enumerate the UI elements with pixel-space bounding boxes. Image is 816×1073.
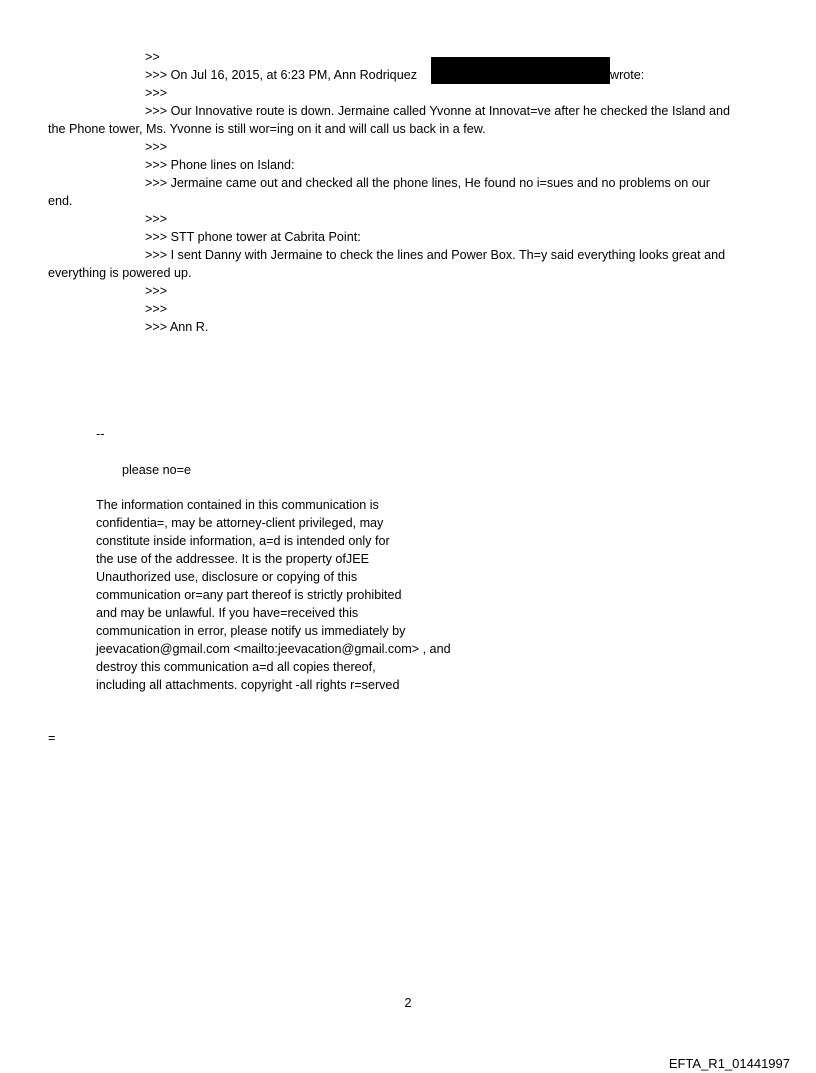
notice-line: the use of the addressee. It is the property ofJEE [96, 552, 370, 566]
quote-marker-line: >>> [145, 140, 168, 154]
confidentiality-notice [96, 496, 516, 694]
body-line: >>> Phone lines on Island: [145, 158, 295, 172]
body-line: everything is powered up. [48, 266, 192, 280]
quote-marker-line: >> [145, 50, 160, 64]
body-line: >>> I sent Danny with Jermaine to check the lines and Power Box. Th=y said everything looks great and [145, 248, 726, 262]
body-line: the Phone tower, Ms. Yvonne is still wor=ing on it and will call us back in a few. [48, 122, 486, 136]
body-line: end. [48, 194, 73, 208]
email-header-line: >>> On Jul 16, 2015, at 6:23 PM, Ann Rodriquez [145, 68, 417, 82]
quote-marker-line: >>> [145, 212, 168, 226]
signature-note: please no=e [122, 463, 191, 477]
notice-line: The information contained in this communication is [96, 498, 379, 512]
quote-marker-line: >>> [145, 284, 168, 298]
quote-marker-line: >>> [145, 302, 168, 316]
sender-signoff: >>> Ann R. [145, 320, 209, 334]
notice-line: destroy this communication a=d all copies thereof, [96, 660, 376, 674]
notice-line: communication in error, please notify us immediately by [96, 624, 406, 638]
signature-separator: -- [96, 427, 105, 441]
notice-line: jeevacation@gmail.com <mailto:jeevacation@gmail.com> , and [96, 642, 451, 656]
body-line: >>> STT phone tower at Cabrita Point: [145, 230, 361, 244]
trailer-mark: = [48, 731, 56, 745]
body-line: >>> Our Innovative route is down. Jermaine called Yvonne at Innovat=ve after he checked the Island and [145, 104, 731, 118]
body-line: >>> Jermaine came out and checked all the phone lines, He found no i=sues and no problems on our [145, 176, 710, 190]
quote-marker-line: >>> [145, 86, 168, 100]
email-header-wrote: wrote: [610, 68, 645, 82]
notice-line: constitute inside information, a=d is intended only for [96, 534, 390, 548]
bates-number: EFTA_R1_01441997 [668, 1056, 790, 1071]
notice-line: including all attachments. copyright -all rights r=served [96, 678, 400, 692]
notice-line: confidentia=, may be attorney-client privileged, may [96, 516, 384, 530]
notice-line: communication or=any part thereof is strictly prohibited [96, 588, 402, 602]
notice-line: Unauthorized use, disclosure or copying of this [96, 570, 358, 584]
page-number: 2 [404, 996, 412, 1010]
redaction-box [431, 57, 610, 84]
notice-line: and may be unlawful. If you have=received this [96, 606, 359, 620]
